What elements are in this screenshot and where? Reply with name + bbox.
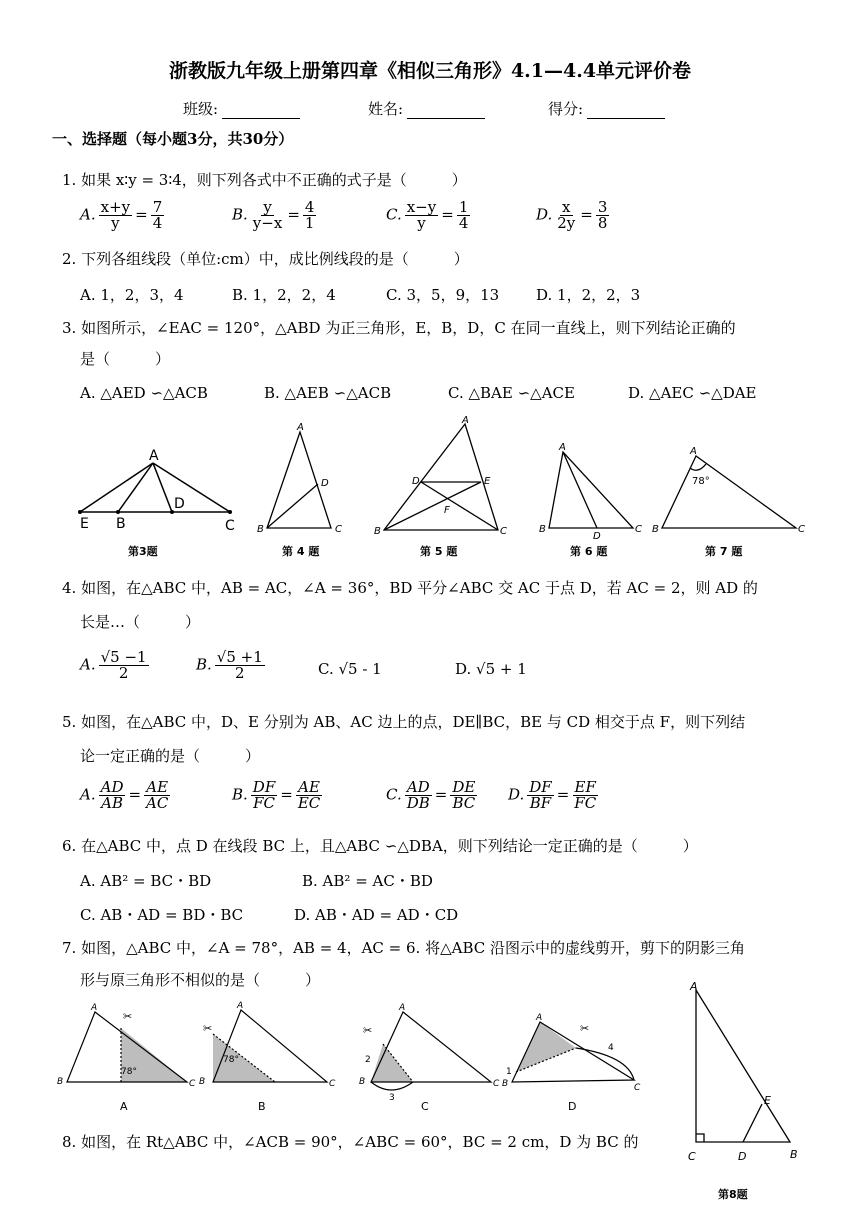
q4-option-d: D. √5 + 1 — [455, 660, 527, 678]
svg-text:B: B — [257, 524, 264, 535]
q4-option-c: C. √5 - 1 — [318, 660, 382, 678]
q7-label-c: C — [421, 1100, 429, 1113]
q2-option-b: B. 1，2，2，4 — [232, 286, 336, 304]
svg-text:D: D — [321, 478, 329, 489]
q6-stem: 6. 在△ABC 中，点 D 在线段 BC 上，且△ABC ∽△DBA，则下列结论一定正确的是（ ） — [62, 837, 698, 855]
scissors-icon: ✂ — [363, 1024, 373, 1037]
q4-stem-line1: 4. 如图，在△ABC 中，AB = AC，∠A = 36°，BD 平分∠ABC 交 AC 于点 D，若 AC = 2，则 AD 的 — [62, 579, 758, 597]
caption-fig3: 第3题 — [128, 545, 158, 558]
svg-text:B: B — [116, 516, 126, 532]
svg-text:C: C — [635, 524, 642, 535]
figure-q4 — [255, 420, 355, 540]
q7-stem-line2: 形与原三角形不相似的是（ ） — [80, 971, 321, 989]
svg-text:D: D — [174, 496, 185, 512]
q1-option-c: C. $\frac{x-y}{y}$ = $\frac{1}{4}$ — [386, 198, 469, 232]
svg-text:A: A — [91, 1003, 98, 1013]
q7-label-a: A — [120, 1100, 128, 1113]
scissors-icon: ✂ — [203, 1022, 213, 1035]
svg-text:E: E — [80, 516, 89, 532]
q6-option-b: B. AB² = AC・BD — [302, 872, 433, 890]
svg-text:C: C — [500, 526, 507, 536]
svg-text:B: B — [199, 1077, 206, 1087]
svg-text:B: B — [790, 1148, 798, 1161]
svg-text:F: F — [444, 505, 450, 516]
name-field — [368, 98, 485, 119]
svg-text:4: 4 — [608, 1043, 614, 1053]
class-field — [183, 98, 300, 119]
q6-option-d: D. AB・AD = AD・CD — [294, 906, 459, 924]
q1-option-a: A. $\frac{x+y}{y}$ = $\frac{7}{4}$ — [80, 198, 163, 232]
svg-text:2: 2 — [365, 1055, 371, 1065]
score-blank[interactable] — [587, 104, 665, 119]
svg-text:D: D — [738, 1150, 747, 1163]
q5-option-a: A. $\frac{AD}{AB}$ = $\frac{AE}{AC}$ — [80, 778, 169, 812]
class-blank[interactable] — [222, 104, 300, 119]
q3-option-b: B. △AEB ∽△ACB — [264, 384, 392, 402]
svg-text:C: C — [225, 518, 235, 534]
q7-stem-line1: 7. 如图，△ABC 中，∠A = 78°，AB = 4，AC = 6. 将△ABC 沿图示中的虚线剪开，剪下的阴影三角 — [62, 939, 746, 957]
figure-q7-main — [650, 440, 810, 540]
svg-text:1: 1 — [506, 1067, 512, 1077]
scissors-icon: ✂ — [123, 1010, 133, 1023]
svg-text:C: C — [329, 1079, 336, 1089]
svg-text:D: D — [593, 531, 601, 540]
score-label: 得分: — [548, 100, 584, 118]
page-title: 浙教版九年级上册第四章《相似三角形》4.1—4.4单元评价卷 — [168, 60, 692, 82]
q2-option-d: D. 1，2，2，3 — [536, 286, 641, 304]
svg-text:B: B — [652, 524, 659, 535]
q7-label-d: D — [568, 1100, 577, 1113]
svg-text:C: C — [798, 524, 805, 535]
section-heading: 一、选择题（每小题3分，共30分） — [52, 130, 294, 148]
svg-text:C: C — [634, 1083, 641, 1093]
q2-stem: 2. 下列各组线段（单位:cm）中，成比例线段的是（ ） — [62, 250, 469, 268]
svg-text:E: E — [764, 1094, 771, 1107]
q4-option-a: A. $\frac{√5 -1}{2}$ — [80, 648, 147, 682]
svg-text:B: B — [502, 1079, 509, 1089]
caption-fig7: 第 7 题 — [705, 545, 743, 558]
svg-text:A: A — [559, 442, 566, 453]
svg-text:3: 3 — [389, 1093, 395, 1103]
figure-q7-d — [500, 1000, 650, 1115]
figure-q8 — [680, 980, 810, 1180]
q2-option-a: A. 1，2，3，4 — [80, 286, 184, 304]
svg-text:A: A — [399, 1003, 406, 1013]
q6-option-c: C. AB・AD = BD・BC — [80, 906, 244, 924]
svg-text:C: C — [688, 1150, 696, 1163]
caption-fig4: 第 4 题 — [282, 545, 320, 558]
svg-text:A: A — [297, 422, 304, 433]
scissors-icon: ✂ — [580, 1022, 590, 1035]
svg-text:A: A — [690, 446, 697, 457]
name-blank[interactable] — [407, 104, 485, 119]
q5-stem-line1: 5. 如图，在△ABC 中，D、E 分别为 AB、AC 边上的点，DE∥BC，BE 与 CD 相交于点 F，则下列结 — [62, 713, 746, 731]
q3-option-a: A. △AED ∽△ACB — [80, 384, 208, 402]
q7-label-b: B — [258, 1100, 266, 1113]
caption-fig6: 第 6 题 — [570, 545, 608, 558]
q3-stem-line2: 是（ ） — [80, 350, 171, 368]
svg-text:E: E — [484, 476, 491, 487]
angle-78-label: 78° — [692, 476, 710, 487]
q3-stem-line1: 3. 如图所示，∠EAC = 120°，△ABD 为正三角形，E，B，D，C 在同一直线上，则下列结论正确的 — [62, 319, 736, 337]
q1-option-b: B. $\frac{y}{y-x}$ = $\frac{4}{1}$ — [232, 198, 315, 232]
svg-text:B: B — [57, 1077, 64, 1087]
q1-option-d: D. $\frac{x}{2y}$ = $\frac{3}{8}$ — [536, 198, 608, 232]
svg-text:B: B — [539, 524, 546, 535]
q5-option-b: B. $\frac{DF}{FC}$ = $\frac{AE}{EC}$ — [232, 778, 321, 812]
q3-option-c: C. △BAE ∽△ACE — [448, 384, 575, 402]
q4-option-b: B. $\frac{√5 +1}{2}$ — [196, 648, 263, 682]
q1-stem: 1. 如果 x∶y = 3∶4，则下列各式中不正确的式子是（ ） — [62, 171, 467, 189]
figure-q5 — [370, 414, 510, 536]
svg-text:C: C — [335, 524, 342, 535]
svg-text:A: A — [690, 980, 698, 993]
score-field — [548, 98, 665, 119]
q5-option-c: C. $\frac{AD}{DB}$ = $\frac{DE}{BC}$ — [386, 778, 476, 812]
q2-option-c: C. 3，5，9，13 — [386, 286, 500, 304]
caption-fig5: 第 5 题 — [420, 545, 458, 558]
svg-text:A: A — [237, 1001, 244, 1011]
svg-text:A: A — [536, 1013, 543, 1023]
q3-option-d: D. △AEC ∽△DAE — [628, 384, 757, 402]
q6-option-a: A. AB² = BC・BD — [80, 872, 212, 890]
svg-text:B: B — [374, 526, 381, 536]
q5-stem-line2: 论一定正确的是（ ） — [80, 747, 261, 765]
q8-stem: 8. 如图，在 Rt△ABC 中，∠ACB = 90°，∠ABC = 60°，BC = 2 cm，D 为 BC 的 — [62, 1133, 639, 1151]
svg-text:B: B — [359, 1077, 366, 1087]
figure-q6 — [535, 440, 650, 540]
svg-text:D: D — [412, 476, 420, 487]
figure-q7-a — [55, 1000, 205, 1115]
q5-option-d: D. $\frac{DF}{BF}$ = $\frac{EF}{FC}$ — [508, 778, 597, 812]
svg-text:A: A — [149, 448, 159, 464]
q4-stem-line2: 长是…（ ） — [80, 613, 201, 631]
svg-text:A: A — [462, 415, 469, 426]
figure-q7-c — [355, 1000, 500, 1115]
caption-fig8: 第8题 — [718, 1188, 748, 1201]
name-label: 姓名: — [368, 100, 404, 118]
svg-text:78°: 78° — [223, 1055, 239, 1065]
svg-text:78°: 78° — [121, 1067, 137, 1077]
svg-text:C: C — [493, 1079, 500, 1089]
figure-q3 — [70, 440, 245, 540]
svg-text:C: C — [189, 1079, 196, 1089]
class-label: 班级: — [183, 100, 219, 118]
figure-q7-b — [195, 1000, 340, 1115]
